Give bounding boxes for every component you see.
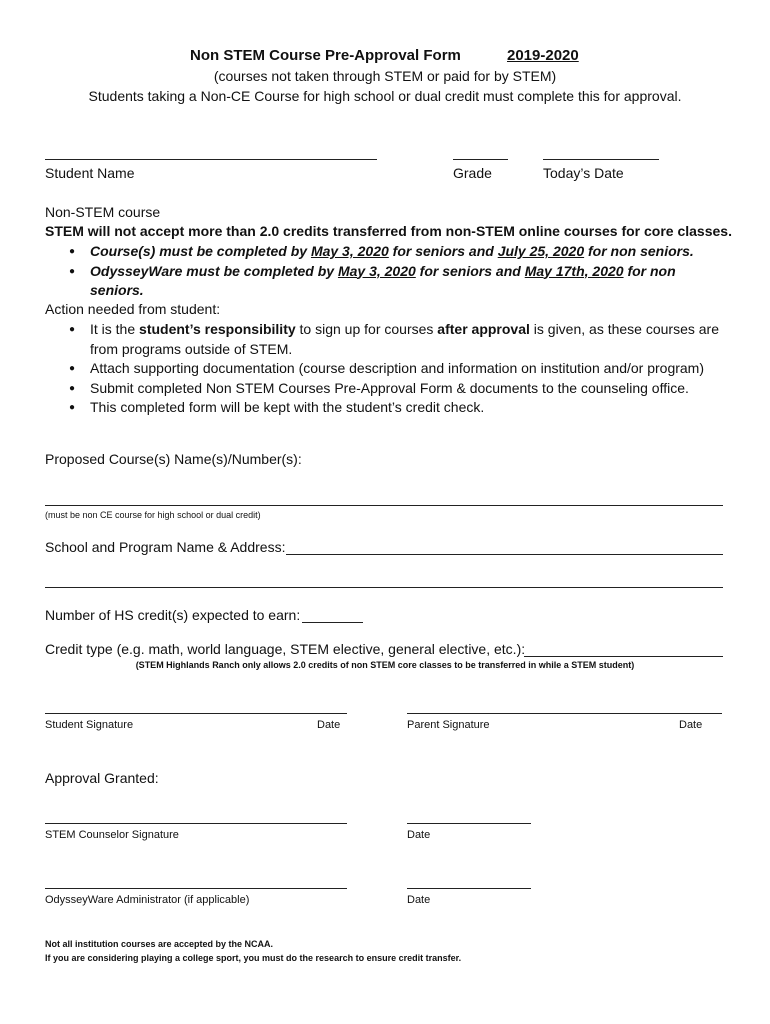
counselor-signature-label: STEM Counselor Signature <box>45 829 179 841</box>
actions-heading: Action needed from student: <box>45 301 221 317</box>
parent-signature-line[interactable] <box>407 713 722 714</box>
counselor-date-label: Date <box>407 829 431 841</box>
college-sport-notice: If you are considering playing a college sport, you must do the research to ensure credit transfer. <box>45 953 462 963</box>
form-title: Non STEM Course Pre-Approval Form <box>190 47 461 64</box>
action-item-credit-check: ● This completed form will be kept with the student’s credit check. <box>45 398 735 418</box>
school-program-label: School and Program Name & Address: <box>45 539 286 555</box>
school-address-line[interactable] <box>45 587 723 588</box>
ncaa-notice: Not all institution courses are accepted by the NCAA. <box>45 939 274 949</box>
action-item-submit: ● Submit completed Non STEM Courses Pre-Approval Form & documents to the counseling office. <box>45 379 735 399</box>
counselor-date-line[interactable] <box>407 823 531 824</box>
school-year: 2019-2020 <box>507 47 579 64</box>
deadline-date: May 3, 2020 <box>310 243 389 259</box>
grade-line[interactable] <box>453 159 508 160</box>
parent-signature-date-label: Date <box>679 719 703 731</box>
deadline-date: July 25, 2020 <box>497 243 585 259</box>
admin-date-line[interactable] <box>407 888 531 889</box>
school-program-line[interactable] <box>286 554 723 555</box>
credits-line[interactable] <box>302 622 363 623</box>
deadline-odysseyware: ● OdysseyWare must be completed by May 3, 2020 for seniors and May 17th, 2020 for non seniors. <box>45 262 690 301</box>
proposed-course-note: (must be non CE course for high school or dual credit) <box>45 510 261 520</box>
deadline-date: May 17th, 2020 <box>524 262 624 279</box>
student-signature-label: Student Signature <box>45 719 134 731</box>
credits-label: Number of HS credit(s) expected to earn: <box>45 607 301 623</box>
action-item-responsibility: ● It is the student’s responsibility to sign up for courses after approval is given, as these courses are from programs outside of STEM. <box>45 320 720 359</box>
proposed-course-line[interactable] <box>45 505 723 506</box>
student-name-line[interactable] <box>45 159 377 160</box>
todays-date-label: Today’s Date <box>543 165 624 181</box>
proposed-course-label: Proposed Course(s) Name(s)/Number(s): <box>45 451 302 467</box>
approval-heading: Approval Granted: <box>45 770 159 786</box>
admin-signature-line[interactable] <box>45 888 347 889</box>
student-name-label: Student Name <box>45 165 135 181</box>
counselor-signature-line[interactable] <box>45 823 347 824</box>
policy-rule: STEM will not accept more than 2.0 credits transferred from non-STEM online courses for core classes. <box>45 223 732 239</box>
admin-signature-label: OdysseyWare Administrator (if applicable) <box>45 894 250 906</box>
actions-list <box>45 320 735 418</box>
form-subtitle: (courses not taken through STEM or paid for by STEM) <box>213 68 557 84</box>
admin-date-label: Date <box>407 894 431 906</box>
parent-signature-label: Parent Signature <box>407 719 490 731</box>
student-signature-date-label: Date <box>317 719 341 731</box>
todays-date-line[interactable] <box>543 159 659 160</box>
form-instruction: Students taking a Non-CE Course for high school or dual credit must complete this for approval. <box>88 88 682 104</box>
credit-type-line[interactable] <box>524 656 723 657</box>
deadline-date: May 3, 2020 <box>337 262 416 279</box>
grade-label: Grade <box>453 165 492 181</box>
policy-heading: Non-STEM course <box>45 204 161 220</box>
credit-type-note: (STEM Highlands Ranch only allows 2.0 credits of non STEM core classes to be transferred in while a STEM student) <box>135 660 635 670</box>
deadline-list <box>45 242 735 301</box>
deadline-courses: ● Course(s) must be completed by May 3, 2020 for seniors and July 25, 2020 for non seniors. <box>45 242 735 262</box>
student-signature-line[interactable] <box>45 713 347 714</box>
credit-type-label: Credit type (e.g. math, world language, STEM elective, general elective, etc.): <box>45 641 526 657</box>
action-item-documentation: ● Attach supporting documentation (course description and information on institution and/or program) <box>45 359 735 379</box>
